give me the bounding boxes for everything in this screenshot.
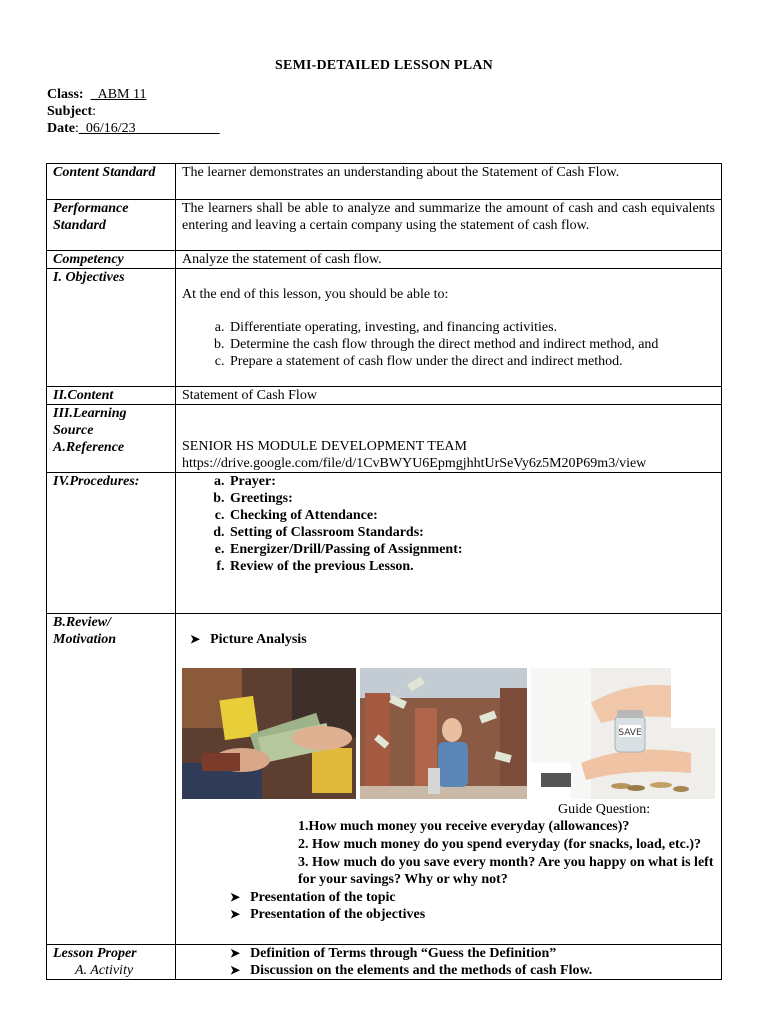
lesson-plan-table — [46, 163, 722, 980]
question-2: 2. How much money do you spend everyday (for snacks, load, etc.)? — [298, 837, 702, 852]
row-learning-source — [47, 405, 722, 473]
procedure-item: d. Setting of Classroom Standards: — [228, 524, 715, 541]
class-value: _ABM 11 — [90, 87, 147, 102]
learning-source-cell — [176, 405, 722, 473]
reference-label: A.Reference — [53, 440, 125, 455]
subject-label: Subject — [47, 104, 93, 119]
procedures-label: IV.Procedures: — [47, 473, 176, 614]
picture-strip — [182, 668, 715, 799]
arrow-bullet-icon: ➤ — [230, 907, 241, 921]
procedure-item: c. Checking of Attendance: — [228, 507, 715, 524]
discussion-item: ➤ Discussion on the elements and the methods of cash Flow. — [230, 963, 593, 978]
class-label: Class — [47, 87, 79, 102]
presentation-topic-item: ➤ Presentation of the topic — [230, 890, 396, 905]
performance-standard-label: Performance Standard — [47, 200, 176, 251]
row-lesson-proper — [47, 945, 722, 980]
jar-save-label: SAVE — [617, 728, 642, 738]
savings-jar-illustration — [531, 668, 715, 799]
presentation-objectives-item: ➤ Presentation of the objectives — [230, 907, 426, 922]
date-label: Date — [47, 121, 75, 136]
reference-team: SENIOR HS MODULE DEVELOPMENT TEAM — [182, 439, 467, 454]
procedure-item: a. Prayer: — [228, 473, 715, 490]
row-review-motivation — [47, 614, 722, 945]
header-meta — [47, 86, 220, 137]
row-content-standard — [47, 164, 722, 200]
procedure-item: e. Energizer/Drill/Passing of Assignment: — [228, 541, 715, 558]
money-rain-photo — [360, 668, 527, 799]
objectives-intro: At the end of this lesson, you should be able to: — [182, 287, 449, 302]
row-content — [47, 387, 722, 405]
document-title: SEMI-DETAILED LESSON PLAN — [275, 58, 493, 73]
lesson-proper-label: Lesson Proper — [53, 946, 137, 961]
objectives-label: I. Objectives — [47, 269, 176, 387]
picture-analysis-heading: ➤ Picture Analysis — [190, 632, 307, 647]
lesson-proper-label-cell — [47, 945, 176, 980]
row-objectives — [47, 269, 722, 387]
definition-terms-item: ➤ Definition of Terms through “Guess the Definition” — [230, 946, 557, 961]
class-line: Class: _ABM 11 — [47, 87, 147, 102]
row-procedures — [47, 473, 722, 614]
arrow-bullet-icon: ➤ — [230, 946, 241, 960]
objective-item: a. Differentiate operating, investing, and financing activities. — [228, 319, 715, 336]
objective-item: c. Prepare a statement of cash flow under the direct and indirect method. — [228, 353, 715, 370]
procedures-list — [182, 473, 715, 575]
date-value: _06/16/23 — [78, 121, 136, 136]
objectives-cell — [176, 269, 722, 387]
arrow-bullet-icon: ➤ — [230, 890, 241, 904]
row-performance-standard — [47, 200, 722, 251]
competency-label: Competency — [47, 251, 176, 269]
objective-item: b. Determine the cash flow through the direct method and indirect method, and — [228, 336, 715, 353]
learning-source-label: III.Learning Source — [53, 406, 127, 438]
content-text: Statement of Cash Flow — [176, 387, 722, 405]
money-rain-illustration — [360, 668, 527, 799]
arrow-bullet-icon: ➤ — [190, 632, 201, 646]
content-label: II.Content — [47, 387, 176, 405]
performance-standard-text: The learners shall be able to analyze and summarize the amount of cash and cash equivalents entering and leaving a certain company using the statement of cash flow. — [176, 200, 722, 251]
procedure-item: f. Review of the previous Lesson. — [228, 558, 715, 575]
cash-exchange-illustration — [182, 668, 356, 799]
date-line: Date:_06/16/23 — [47, 121, 136, 136]
activity-label: A. Activity — [75, 963, 134, 978]
savings-jar-photo — [531, 668, 715, 799]
learning-source-label-cell — [47, 405, 176, 473]
question-1: 1.How much money you receive everyday (allowances)? — [298, 819, 630, 834]
objectives-list — [182, 319, 715, 370]
review-motivation-label: B.Review/ Motivation — [47, 614, 176, 945]
content-standard-label: Content Standard — [47, 164, 176, 200]
arrow-bullet-icon: ➤ — [230, 963, 241, 977]
procedure-item: b. Greetings: — [228, 490, 715, 507]
subject-line: Subject: — [47, 104, 97, 119]
cash-exchange-photo — [182, 668, 356, 799]
guide-question-label: Guide Question: — [558, 802, 651, 817]
competency-text: Analyze the statement of cash flow. — [176, 251, 722, 269]
question-3: 3. How much do you save every month? Are you happy on what is left for your savings? Why or why not? — [298, 855, 714, 887]
review-cell — [176, 614, 722, 945]
reference-link[interactable]: https://drive.google.com/file/d/1CvBWYU6EpmgjhhtUrSeVy6z5M20P69m3/view — [182, 456, 647, 471]
row-competency — [47, 251, 722, 269]
procedures-cell — [176, 473, 722, 614]
lesson-proper-cell — [176, 945, 722, 980]
content-standard-text: The learner demonstrates an understanding about the Statement of Cash Flow. — [176, 164, 722, 200]
